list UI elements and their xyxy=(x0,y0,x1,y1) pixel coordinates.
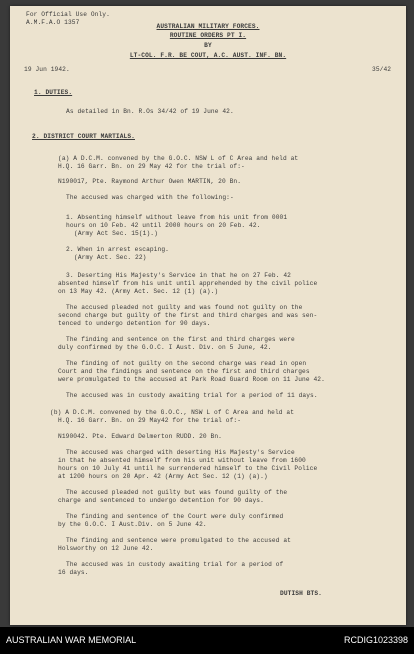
charge-rudd-act: at 1200 hours on 20 Apr. 42 (Army Act Sec. 12 (1) (a).) xyxy=(58,473,268,480)
orders-subtitle: ROUTINE ORDERS PT I. xyxy=(169,32,247,39)
plea-rudd: The accused pleaded not guilty but was found guilty of the xyxy=(66,489,288,496)
accused-martin: N190017, Pte. Raymond Arthur Owen MARTIN, 20 Bn. xyxy=(58,178,242,185)
order-number: 35/42 xyxy=(372,66,392,73)
finding-martin-cont: Court and the findings and sentence on the first and third charges xyxy=(58,368,310,375)
section-heading-court-martials: 2. DISTRICT COURT MARTIALS. xyxy=(32,133,135,140)
charge-3: 3. Deserting His Majesty's Service in that he on 27 Feb. 42 xyxy=(66,272,291,279)
charge-1-cont: hours on 10 Feb. 42 until 2000 hours on 20 Feb. 42. xyxy=(66,222,261,229)
custody-martin: The accused was in custody awaiting trial for a period of 11 days. xyxy=(66,392,318,399)
dcm-a-convened: (a) A D.C.M. convened by the G.O.C. NSW L of C Area and held at xyxy=(58,155,299,162)
sentence-rudd: charge and sentenced to undergo detention for 90 days. xyxy=(58,497,264,504)
custody-rudd: The accused was in custody awaiting trial for a period of xyxy=(66,561,284,568)
confirm-rudd-cont: by the G.O.C. I Aust.Div. on 5 June 42. xyxy=(58,521,207,528)
finding-martin: The finding of not guilty on the second charge was read in open xyxy=(66,360,307,367)
charge-rudd: The accused was charged with deserting His Majesty's Service xyxy=(66,449,295,456)
charge-rudd-cont-1: in that he absented himself from his unit without leave from 1600 xyxy=(58,457,306,464)
security-marking: For Official Use Only. xyxy=(26,11,110,18)
promulgated-rudd-cont: Holsworthy on 12 June 42. xyxy=(58,545,154,552)
charge-3-cont: absented himself from his unit until apprehended by the civil police xyxy=(58,280,318,287)
commander-line: LT-COL. F.R. BE COUT, A.C. AUST. INF. BN. xyxy=(129,52,287,59)
document-page xyxy=(10,6,406,625)
charge-1: 1. Absenting himself without leave from his unit from 0001 xyxy=(66,214,288,221)
plea-martin-cont: second charge but guilty of the first and third charges and was sen- xyxy=(58,312,318,319)
charge-1-act: (Army Act Sec. 15(1).) xyxy=(74,230,158,237)
dcm-b-location: H.Q. 16 Garr. Bn. on 29 May42 for the trial of:- xyxy=(58,417,242,424)
charge-3-act: on 13 May 42. (Army Act. Sec. 12 (1) (a).) xyxy=(58,288,219,295)
confirm-rudd: The finding and sentence of the Court were duly confirmed xyxy=(66,513,284,520)
charge-rudd-cont-2: hours on 10 July 41 until he surrendered himself to the Civil Police xyxy=(58,465,318,472)
dcm-a-location: H.Q. 16 Garr. Bn. on 29 May 42 for the trial of:- xyxy=(58,163,245,170)
promulgated-rudd: The finding and sentence were promulgated to the accused at xyxy=(66,537,291,544)
archive-watermark-bar xyxy=(0,627,414,654)
dcm-b-convened: (b) A D.C.M. convened by the G.O.C., NSW L of C Area and held at xyxy=(50,409,295,416)
archive-name: AUSTRALIAN WAR MEMORIAL xyxy=(6,635,137,645)
by-word: BY xyxy=(204,42,212,49)
order-date: 19 Jun 1942. xyxy=(24,66,70,73)
sentence-martin: tenced to undergo detention for 90 days. xyxy=(58,320,211,327)
charge-2-act: (Army Act. Sec. 22) xyxy=(74,254,147,261)
confirm-martin: The finding and sentence on the first and third charges were xyxy=(66,336,295,343)
charges-intro: The accused was charged with the following:- xyxy=(66,194,234,201)
confirm-martin-cont: duly confirmed by the G.O.C. I Aust. Div. on 5 June, 42. xyxy=(58,344,272,351)
unit-title: AUSTRALIAN MILITARY FORCES. xyxy=(156,23,260,30)
archive-reference: RCDIG1023398 xyxy=(343,635,408,645)
form-number: A.M.F.A.O 1357 xyxy=(26,19,80,26)
signature-block: DUTISH BTS. xyxy=(280,590,322,597)
duties-line: As detailed in Bn. R.Os 34/42 of 19 June 42. xyxy=(66,108,234,115)
promulgated-martin: were promulgated to the accused at Park Road Guard Room on 11 June 42. xyxy=(58,376,325,383)
custody-rudd-cont: 16 days. xyxy=(58,569,89,576)
charge-2: 2. When in arrest escaping. xyxy=(66,246,169,253)
section-heading-duties: 1. DUTIES. xyxy=(34,89,73,96)
accused-rudd: N190042. Pte. Edward Delmerton RUDD. 20 Bn. xyxy=(58,433,222,440)
plea-martin: The accused pleaded not guilty and was found not guilty on the xyxy=(66,304,303,311)
